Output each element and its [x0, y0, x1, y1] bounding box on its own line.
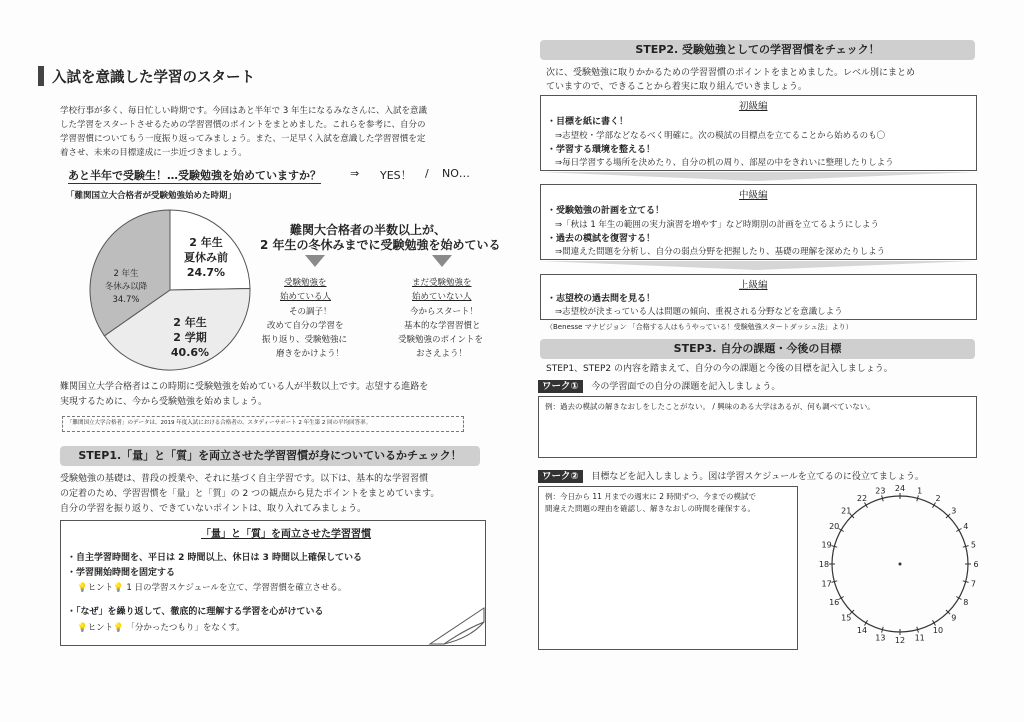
- clock-hour-label: 16: [829, 598, 840, 607]
- intro-line-1: 学校行事が多く、毎日忙しい時期です。今回はあと半年で 3 年生になるみなさんに、入試を意識: [60, 106, 427, 116]
- chevron-divider-2: [540, 261, 975, 271]
- lightbulb-icon: 💡: [113, 623, 124, 633]
- chevron-divider-1: [540, 172, 975, 182]
- section-title-text: 入試を意識した学習のスタート: [52, 70, 255, 86]
- title-bar-decoration: [38, 66, 44, 86]
- slash-label: /: [425, 167, 429, 180]
- started-line-3: 振り返り、受験勉強に: [262, 335, 348, 345]
- clock-hour-label: 15: [841, 613, 852, 623]
- pie-slice-label: 2 年生: [189, 236, 223, 249]
- footnote-box: [62, 416, 464, 432]
- hint-row-1: [77, 581, 346, 595]
- clock-hour-label: 9: [951, 613, 957, 623]
- page-curl-decoration: [430, 608, 486, 646]
- step2-header: STEP2. 受験勉強としての学習習慣をチェック！: [540, 40, 975, 60]
- beginner-item-1: ・目標を紙に書く！: [547, 117, 629, 127]
- beginner-item-3: ・学習する環境を整える！: [547, 145, 656, 155]
- habit-item-1: ・自主学習時間を、平日は 2 時間以上、休日は 3 時間以上確保している: [67, 553, 363, 563]
- work2-textarea[interactable]: [538, 486, 798, 650]
- advanced-label: 上級編: [739, 280, 768, 291]
- not-started-line-4: おさえよう！: [416, 349, 468, 359]
- step1-line-2: の定着のため、学習習慣を「量」と「質」の 2 つの観点から見たポイントをまとめています。: [60, 489, 440, 499]
- clock-hour-label: 14: [856, 625, 868, 635]
- clock-hour-label: 23: [875, 486, 886, 496]
- clock-hour-label: 3: [951, 506, 957, 516]
- section-title: [38, 64, 478, 86]
- intermediate-label: 中級編: [739, 190, 768, 201]
- intro-line-4: 着させ、未来の目標達成に一歩近づきましょう。: [60, 148, 247, 158]
- intermediate-item-2: ⇒「秋は 1 年生の範囲の実力演習を増やす」など時期別の計画を立てるようにしよう: [555, 220, 879, 230]
- intro-line-3: 学習習慣についてもう一度振り返ってみましょう。また、一足早く入試を意識した学習習慣を定: [60, 134, 426, 144]
- arrow-down-left-icon: [305, 255, 325, 267]
- pie-slice-label: 2 年生: [173, 316, 207, 329]
- pie-slice-label: 2 年生: [113, 269, 139, 279]
- intro-line-2: した学習をスタートさせるための学習習慣のポイントをまとめました。これらを参考に、自分の: [60, 120, 426, 130]
- source-note: （Benesse マナビジョン 「合格する人はもうやっている！受験勉強スタートダッシュ法」より）: [546, 323, 853, 331]
- hint-label-1: ヒント: [87, 583, 114, 593]
- clock-hour-label: 11: [914, 633, 925, 643]
- work1-example: 例：過去の模試の解きなおしをしたことがない。 / 興味のある大学はあるが、何も調べていない。: [545, 402, 875, 411]
- callout-line-2: 2 年生の冬休みまでに受験勉強を始めている: [260, 238, 501, 252]
- pie-value-label: 24.7%: [186, 266, 226, 279]
- clock-hour-label: 19: [821, 540, 832, 550]
- question-arrow: ⇒: [350, 167, 360, 180]
- schedule-clock[interactable]: [818, 480, 978, 645]
- started-line-2: 改めて自分の学習を: [267, 321, 344, 331]
- beginner-item-2: ⇒志望校・学部などなるべく明確に。次の模試の目標点を立てることから始めるのも〇: [555, 131, 886, 141]
- lightbulb-icon: 💡: [77, 583, 88, 593]
- clock-hour-label: 8: [963, 598, 969, 607]
- not-started-title-2: 始めていない人: [412, 292, 472, 302]
- hint-row-2: [77, 621, 245, 635]
- not-started-line-3: 受験勉強のポイントを: [398, 335, 484, 345]
- step1-line-1: 受験勉強の基礎は、普段の授業や、それに基づく自主学習です。以下は、基本的な学習習慣: [60, 474, 429, 484]
- habits-box: [60, 520, 486, 646]
- pie-slice-label: 2 学期: [173, 331, 207, 344]
- intermediate-item-4: ⇒間違えた問題を分析し、自分の弱点分野を把握したり、基礎の理解を深めたりしよう: [555, 247, 886, 257]
- clock-hour-label: 20: [829, 522, 840, 531]
- clock-hour-label: 6: [973, 560, 979, 569]
- step3-header: STEP3. 自分の課題・今後の目標: [540, 339, 975, 359]
- clock-hour-label: 12: [894, 636, 906, 645]
- work1-badge: ワーク①: [538, 380, 583, 393]
- work2-badge: ワーク②: [538, 470, 583, 483]
- work1-row: [538, 380, 780, 394]
- step3-line: STEP1、STEP2 の内容を踏まえて、自分の今の課題と今後の目標を記入しましょう。: [546, 364, 893, 374]
- lightbulb-icon: 💡: [113, 583, 124, 593]
- clock-hour-label: 21: [841, 506, 852, 516]
- habit-item-3: ・「なぜ」を繰り返して、徹底的に理解する学習を心がけている: [67, 607, 324, 617]
- clock-hour-label: 1: [917, 486, 923, 496]
- clock-hour-label: 18: [818, 560, 830, 569]
- advanced-item-2: ⇒志望校が決まっている人は問題の傾向、重視される分野などを意識しよう: [555, 307, 843, 317]
- clock-hour-label: 17: [821, 579, 832, 589]
- clock-hour-label: 13: [875, 633, 886, 643]
- clock-hour-label: 7: [970, 579, 976, 589]
- arrow-down-right-icon: [432, 255, 452, 267]
- step2-line-2: ていますので、できることから着実に取り組んでいきましょう。: [546, 82, 807, 92]
- beginner-label: 初級編: [739, 101, 768, 112]
- step1-header: STEP1.「量」と「質」を両立させた学習習慣が身についているかチェック！: [60, 446, 480, 466]
- hint-label-2: ヒント: [87, 623, 114, 633]
- summary-line-1: 難関国立大学合格者はこの時期に受験勉強を始めている人が半数以上です。志望する進路を: [60, 382, 429, 392]
- hint-text-1: 1 日の学習スケジュールを立て、学習習慣を確立させる。: [126, 583, 347, 593]
- callout-line-1: 難関大合格者の半数以上が、: [290, 223, 447, 237]
- clock-hour-label: 24: [894, 484, 906, 493]
- work1-textarea[interactable]: [538, 396, 977, 458]
- chart-caption: 「難関国立大合格者が受験勉強始めた時期」: [66, 191, 237, 201]
- clock-hour-label: 5: [970, 540, 976, 550]
- footnote-text: 「難関国立大学合格者」のデータは、2019 年度入試における合格者の、スタディーサポート 2 年生第 2 回の平均回答率。: [67, 420, 372, 426]
- not-started-title-1: まだ受験勉強を: [412, 278, 472, 288]
- started-title-1: 受験勉強を: [284, 278, 327, 288]
- pie-value-label: 34.7%: [112, 295, 140, 305]
- pie-chart: [86, 206, 254, 374]
- clock-hour-label: 2: [935, 494, 941, 504]
- clock-hour-label: 4: [963, 522, 969, 531]
- started-title-2: 始めている人: [280, 292, 332, 302]
- not-started-line-2: 基本的な学習習慣と: [404, 321, 481, 331]
- no-label: NO…: [442, 167, 470, 180]
- intermediate-item-1: ・受験勉強の計画を立てる！: [547, 206, 665, 216]
- yes-label: YES！: [380, 169, 412, 182]
- step1-line-3: 自分の学習を振り返り、できていないポイントは、取り入れてみましょう。: [60, 504, 367, 514]
- clock-hour-label: 22: [856, 494, 868, 504]
- clock-center: [899, 563, 902, 566]
- advanced-box: [540, 274, 977, 320]
- intermediate-item-3: ・過去の模試を復習する！: [547, 234, 656, 244]
- pie-value-label: 40.6%: [170, 346, 210, 359]
- step2-line-1: 次に、受験勉強に取りかかるための学習習慣のポイントをまとめました。レベル別にまとめ: [546, 68, 916, 78]
- question-heading: あと半年で受験生！…受験勉強を始めていますか？: [68, 169, 321, 182]
- beginner-box: [540, 95, 977, 171]
- started-line-1: その調子！: [289, 307, 332, 317]
- pie-slice-label: 冬休み以降: [104, 282, 148, 292]
- clock-hour-label: 10: [932, 625, 944, 635]
- work2-text: 目標などを記入しましょう。図は学習スケジュールを立てるのに役立てましょう。: [591, 472, 924, 482]
- not-started-line-1: 今からスタート！: [410, 307, 479, 317]
- habits-box-title: 「量」と「質」を両立させた学習習慣: [201, 529, 371, 540]
- summary-line-2: 実現するために、今から受験勉強を始めましょう。: [60, 397, 268, 407]
- pie-slice-label: 夏休み前: [184, 251, 228, 264]
- beginner-item-4: ⇒毎日学習する場所を決めたり、自分の机の周り、部屋の中をきれいに整理したりしよう: [555, 158, 894, 168]
- hint-text-2: 「分かったつもり」をなくす。: [126, 623, 245, 633]
- advanced-item-1: ・志望校の過去問を見る！: [547, 294, 656, 304]
- work1-text: 今の学習面での自分の課題を記入しましょう。: [591, 382, 781, 392]
- intermediate-box: [540, 184, 977, 260]
- started-line-4: 磨きをかけよう！: [276, 349, 345, 359]
- habit-item-2: ・学習開始時間を固定する: [67, 568, 176, 578]
- work2-example-1: 例：今日から 11 月までの週末に 2 時間ずつ、今までの模試で: [545, 492, 757, 501]
- lightbulb-icon: 💡: [77, 623, 88, 633]
- work2-example-2: 間違えた問題の理由を確認し、解きなおしの時間を確保する。: [545, 504, 755, 513]
